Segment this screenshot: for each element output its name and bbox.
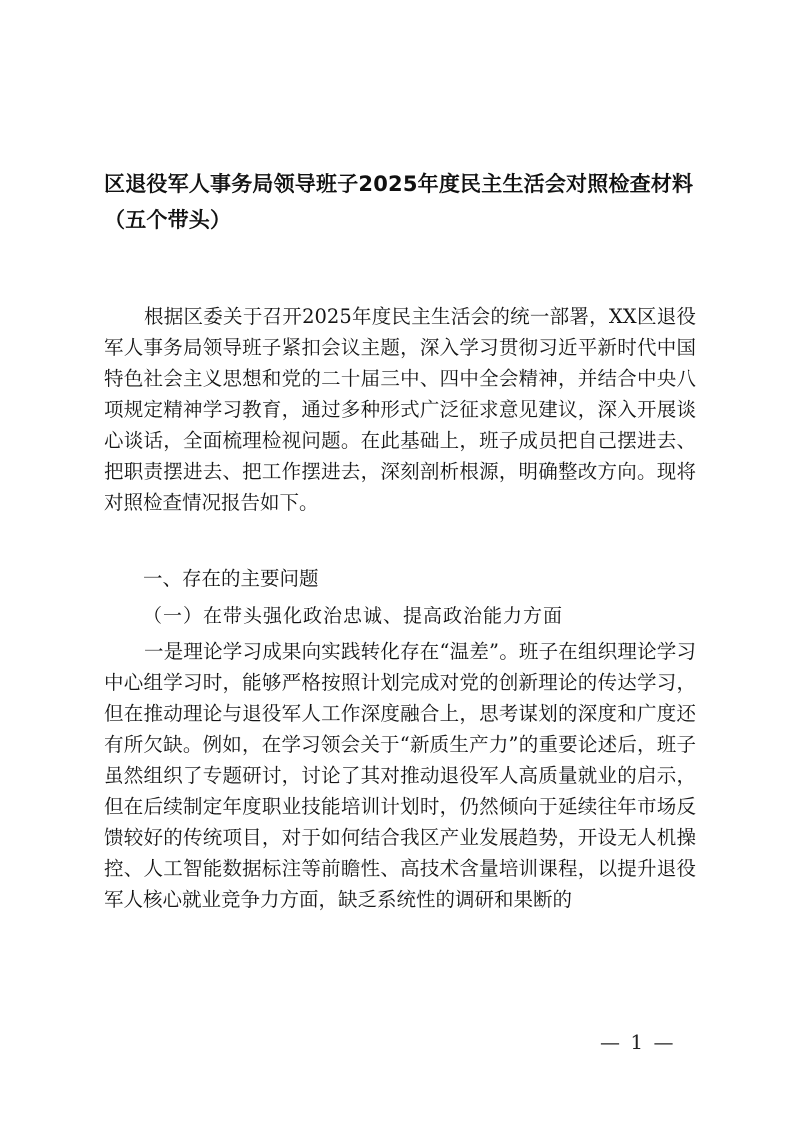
- page-number: — 1 —: [600, 1030, 676, 1054]
- intro-paragraph-block: [104, 301, 696, 518]
- body-paragraph: 一是理论学习成果向实践转化存在“温差”。班子在组织理论学习中心组学习时，能够严格按照计划完成对党的创新理论的传达学习，但在推动理论与退役军人工作深度融合上，思考谋划的深度和广度还有所欠缺。例如，在学习领会关于“新质生产力”的重要论述后，班子虽然组织了专题研讨，讨论了其对推动退役军人高质量就业的启示，但在后续制定年度职业技能培训计划时，仍然倾向于延续往年市场反馈较好的传统项目，对于如何结合我区产业发展趋势，开设无人机操控、人工智能数据标注等前瞻性、高技术含量培训课程，以提升退役军人核心就业竞争力方面，缺乏系统性的调研和果断的: [104, 640, 696, 911]
- section-heading: 一、存在的主要问题: [143, 567, 319, 590]
- intro-paragraph: 根据区委关于召开2025年度民主生活会的统一部署，XX区退役军人事务局领导班子紧扣会议主题，深入学习贯彻习近平新时代中国特色社会主义思想和党的二十届三中、四中全会精神，并结合中央八项规定精神学习教育，通过多种形式广泛征求意见建议，深入开展谈心谈话，全面梳理检视问题。在此基础上，班子成员把自己摆进去、把职责摆进去、把工作摆进去，深刻剖析根源，明确整改方向。现将对照检查情况报告如下。: [104, 305, 696, 514]
- document-title: 区退役军人事务局领导班子2025年度民主生活会对照检查材料（五个带头）: [104, 172, 694, 232]
- subsection-heading: （一）在带头强化政治忠诚、提高政治能力方面: [143, 605, 564, 627]
- paragraph-block: [104, 636, 696, 915]
